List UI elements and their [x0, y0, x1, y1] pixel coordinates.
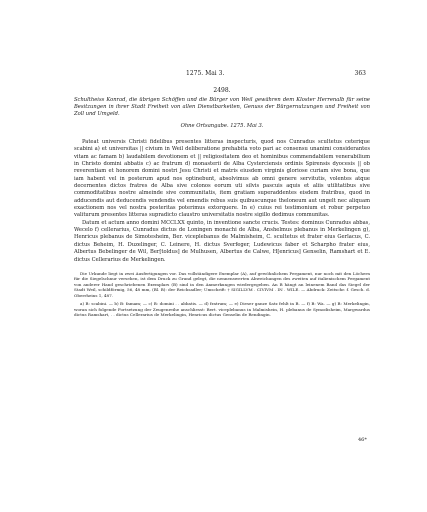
charter-paragraph-1: Pateat universis Christi fidelibus presentes litteras inspecturis, quod nos Cunradus scultetus ceterique scabini a) et universitas || civium in Weil deliberatione prehabita voto pari ac consensu unanimi considerantes vitam ac famam b) laudabilem devotionem et || religiositatem deo et hominibus commendabilem venerabilium in Christo domini abbatis c) ac fratrum d) monasterii de Alba Cysterciensis ordinis Spirensis dyocesis || ob reverentiam et honorem domini nostri Jesu Christi et matris eiusdem virginis gloriose curiam sive bona, que iam habent vel in posterum apud nos optinebunt, absolvimus ab omni genere servitutis, volentes atque decernentes dictos fratres de Alba sive colonos eorum uti silvis pascuis aquis et aliis utilitatibus sive commoditatibus nostre almeinde sive communitatis, item gratiam superaddentes eisdem fratribus, quod in adducendis aut deducendis vendendis vel emendis rebus suis quibuscunque theloneum aut ungelt nec aliquam exactionem nos vel nostra posteritas poterimus extorquere. In e) cuius rei testimonium et robur perpetuo valiturum presentes litteras supradicto claustro universitatis nostre sigillo dedimus communitas.: [74, 139, 370, 219]
running-header: [74, 70, 370, 80]
page: [74, 70, 370, 319]
dateline: Ohne Ortsangabe. 1275. Mai 3.: [180, 123, 264, 129]
document-number: 2498.: [213, 87, 231, 94]
charter-text: [74, 139, 370, 264]
signature-mark: 46*: [358, 437, 367, 443]
charter-paragraph-2: Datum et actum anno domini MCCLXX quinto, in inventione sancte crucis. Testes: dominus Cunradus abbas, Wecelo f) cellerarius, Cunradus dictus de Loningen monachi de Alba, Anshelmus plebanus in Merkelingen g), Henricus plebanus de Simotesheim, Ber. viceplebanus de Malmisheim, C. scultetus et frater eius Gerlacus, C. dictus Beheim, H. Duzelinger, C. Leinere, H. dictus Sverfeger, Ludewicus faber et Scharpho frater eius, Albertus Bebelinger de Wil, Ber[toldus] de Mulhusen, Albertus de Calwe, H[enricus] Genselin, Ramshart et E. dictus Cellerarius de Merkelingen.: [74, 219, 370, 263]
textual-footnotes: a) B: scabini. — b) B: famam; — c) B: domini . . abbatis. — d) fratrum; — e) Dieser ganze Satz fehlt in B. — f) B: Wa. — g) B: Merkelingin, woran sich folgende Fortsetzung der Zeugenreihe anschliesst: Bert. viceplebanus in Malmishein, H. plebanus de Symodisheim, Margwardus dictus Ramshart, . . dictus Cellerarius de Merkelingin, Henricus dictus Genselin de Rendingin.: [74, 301, 370, 318]
regest-summary: Schultheiss Konrad, die übrigen Schöffen und die Bürger von Weil gewähren dem Kloster Herrenalb für seine Besitzungen in ihrer Stadt Freiheit von allen Dienstbarkeiten, Genuss der Bürgernutzungen und Freiheit von Zoll und Umgeld.: [74, 97, 370, 117]
page-number: 363: [354, 70, 366, 77]
header-date: 1275. Mai 3.: [186, 70, 225, 77]
apparatus-description: Die Urkunde liegt in zwei Ausfertigungen vor. Das vollständigere Exemplar (A), auf gewöhnlichem Pergament, nur noch mit den Löchern für die Siegelschnur versehen, ist dem Druck zu Grund gelegt, die nennenswerten Abweichungen des zweiten auf italienischem Pergament von anderer Hand geschriebenen Exemplars (B) sind in den Anmerkungen wiedergegeben. An B hängt an leinenem Band das Siegel der Stadt Weil, schildförmig, 56, 48 mm, (Bl. B): der Reichsadler; Umschrift: † SIGILLVM . CIVIVM . IN . WILE. — Abdruck: Zeitschr. f. Gesch. d. Oberrheins 1, 487.: [74, 270, 370, 298]
apparatus-notes: [74, 271, 370, 318]
